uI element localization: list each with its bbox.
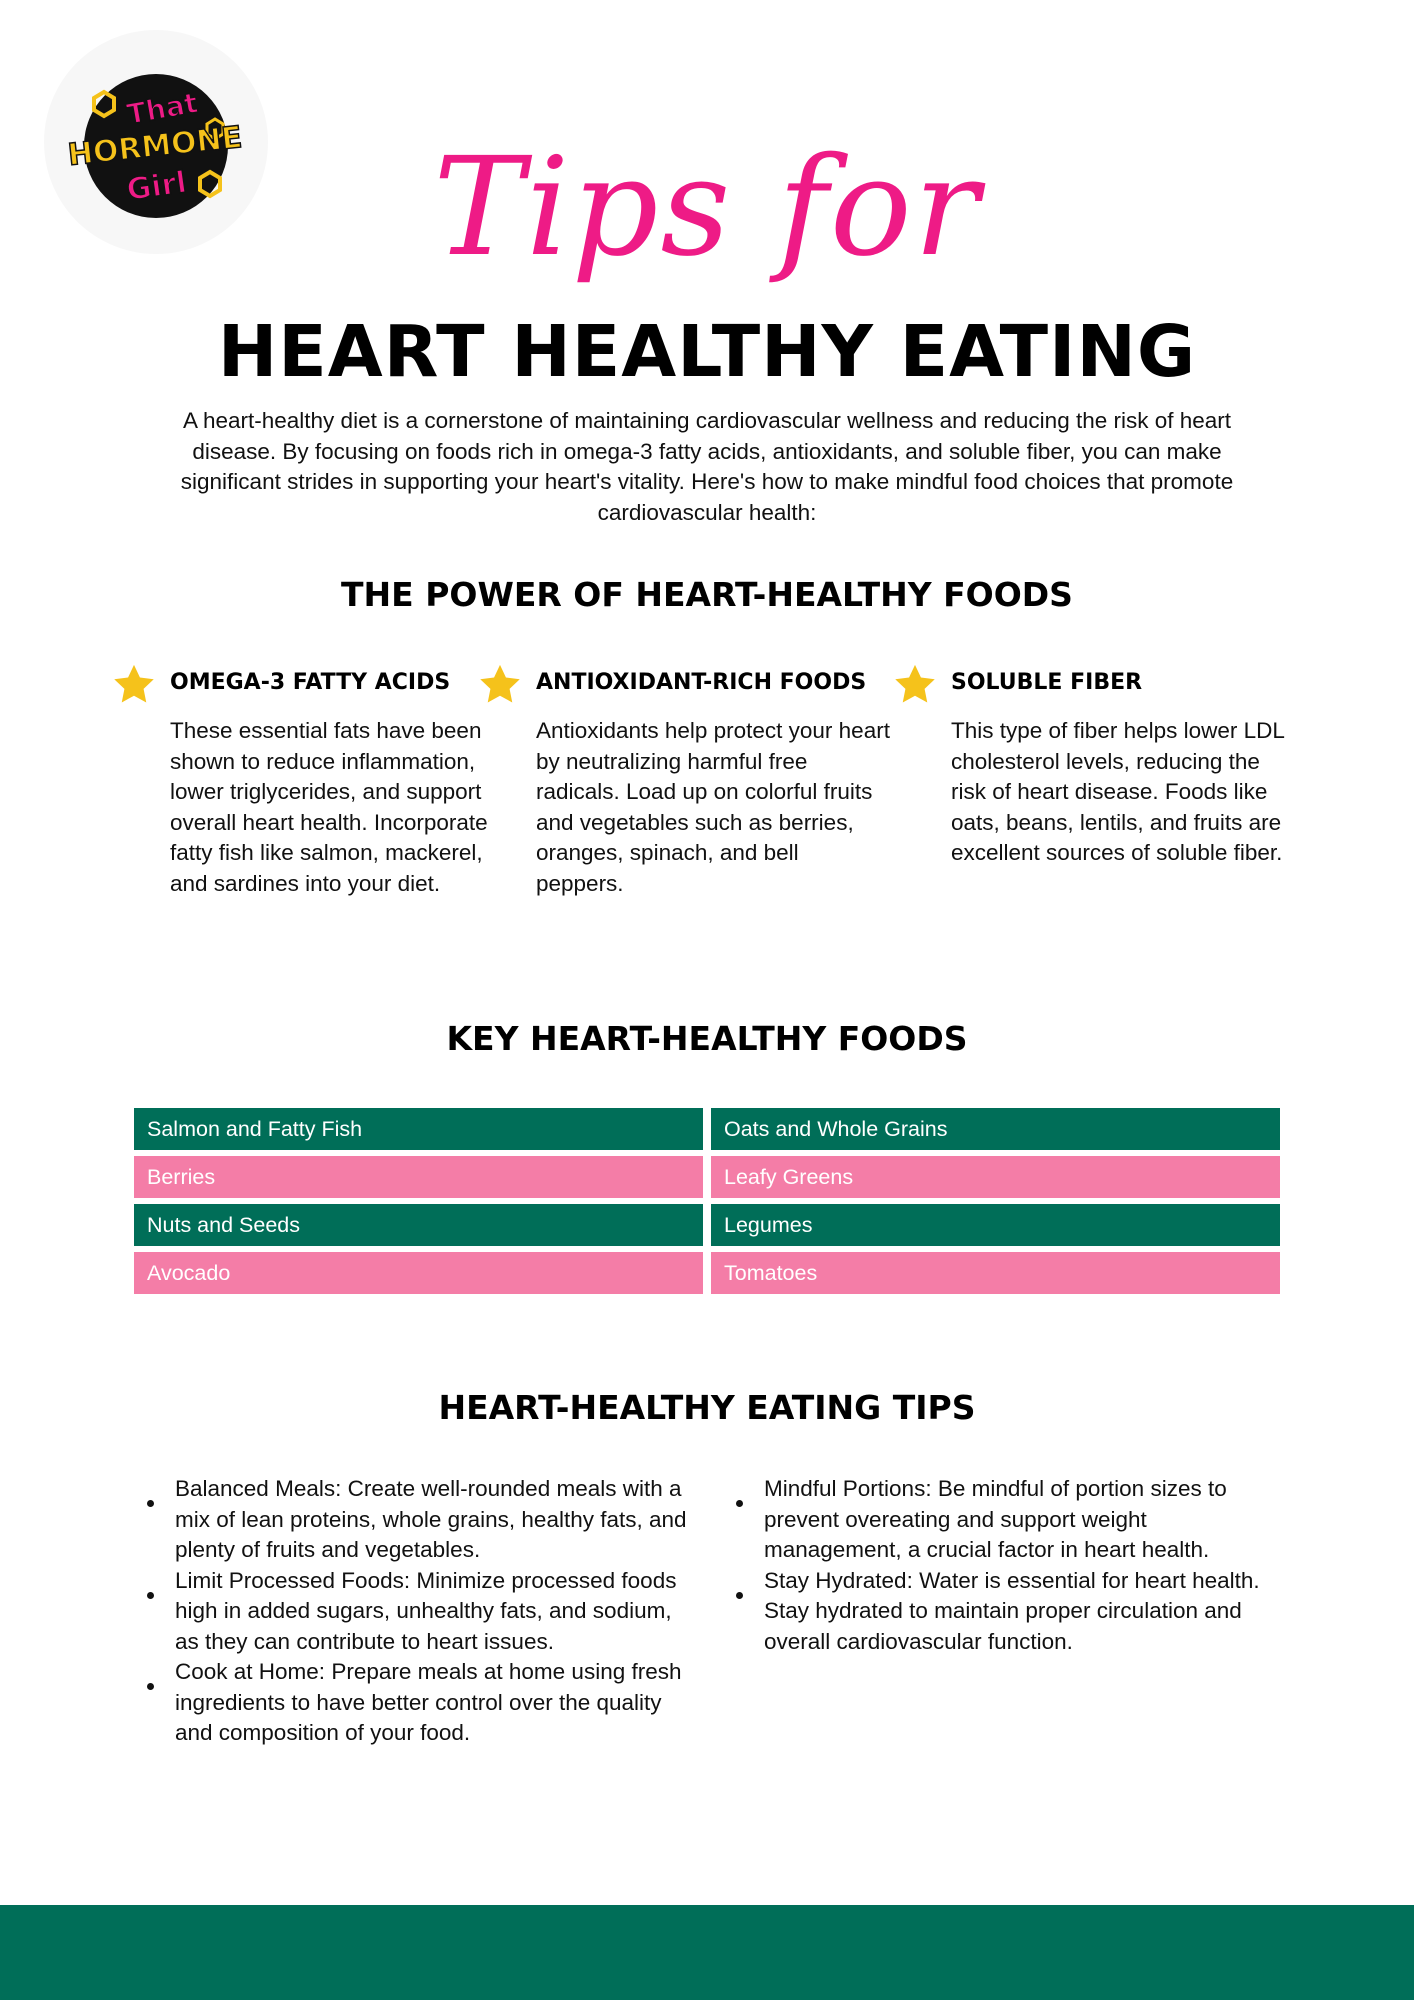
power-item-antioxidants xyxy=(536,666,891,899)
tips-heading: HEART-HEALTHY EATING TIPS xyxy=(438,1388,976,1427)
footer-bar xyxy=(0,1905,1414,2000)
list-item: Mindful Portions: Be mindful of portion sizes to prevent overeating and support weight management, a crucial factor in heart health. xyxy=(734,1474,1279,1566)
power-item-title: OMEGA-3 FATTY ACIDS xyxy=(170,670,451,695)
star-icon xyxy=(891,662,939,708)
food-cell: Leafy Greens xyxy=(711,1156,1280,1198)
script-title: Tips for xyxy=(433,129,981,287)
list-item: Balanced Meals: Create well-rounded meals with a mix of lean proteins, whole grains, healthy fats, and plenty of fruits and vegetables. xyxy=(145,1474,700,1566)
star-icon xyxy=(476,662,524,708)
power-item-body: Antioxidants help protect your heart by neutralizing harmful free radicals. Load up on colorful fruits and vegetables such as berries, oranges, spinach, and bell peppers. xyxy=(536,718,890,896)
page-title: HEART HEALTHY EATING xyxy=(217,310,1197,393)
tips-list-right xyxy=(734,1474,1279,1657)
list-item: Cook at Home: Prepare meals at home using fresh ingredients to have better control over the quality and composition of your food. xyxy=(145,1657,700,1749)
power-item-title: ANTIOXIDANT-RICH FOODS xyxy=(536,670,867,695)
power-item-body: These essential fats have been shown to reduce inflammation, lower triglycerides, and support overall heart health. Incorporate fatty fish like salmon, mackerel, and sardines into your diet. xyxy=(170,718,488,896)
logo-text-that: That xyxy=(124,86,201,132)
power-item-soluble-fiber xyxy=(951,666,1291,869)
tips-list-left xyxy=(145,1474,700,1749)
food-cell: Salmon and Fatty Fish xyxy=(134,1108,703,1150)
food-cell: Nuts and Seeds xyxy=(134,1204,703,1246)
power-item-omega3 xyxy=(170,666,505,899)
logo-text-hormone: HORMONE xyxy=(66,120,244,174)
table-row xyxy=(134,1252,1280,1294)
food-cell: Berries xyxy=(134,1156,703,1198)
table-row xyxy=(134,1156,1280,1198)
list-item: Stay Hydrated: Water is essential for heart health. Stay hydrated to maintain proper circulation and overall cardiovascular function. xyxy=(734,1566,1279,1658)
key-foods-table xyxy=(134,1108,1280,1300)
power-item-title: SOLUBLE FIBER xyxy=(951,670,1143,695)
food-cell: Oats and Whole Grains xyxy=(711,1108,1280,1150)
food-cell: Avocado xyxy=(134,1252,703,1294)
intro-paragraph: A heart-healthy diet is a cornerstone of maintaining cardiovascular wellness and reducing the risk of heart disease. By focusing on foods rich in omega-3 fatty acids, antioxidants, and soluble fiber, you can make significant strides in supporting your heart's vitality. Here's how to make mindful food choices that promote cardiovascular health: xyxy=(180,408,1234,525)
table-row xyxy=(134,1204,1280,1246)
food-cell: Legumes xyxy=(711,1204,1280,1246)
food-cell: Tomatoes xyxy=(711,1252,1280,1294)
table-row xyxy=(134,1108,1280,1150)
star-icon xyxy=(110,662,158,708)
list-item: Limit Processed Foods: Minimize processed foods high in added sugars, unhealthy fats, and sodium, as they can contribute to heart issues. xyxy=(145,1566,700,1658)
key-foods-heading: KEY HEART-HEALTHY FOODS xyxy=(446,1019,968,1058)
power-item-body: This type of fiber helps lower LDL cholesterol levels, reducing the risk of heart disease. Foods like oats, beans, lentils, and fruits are excellent sources of soluble fiber. xyxy=(951,718,1285,865)
power-section-heading: THE POWER OF HEART-HEALTHY FOODS xyxy=(341,575,1073,614)
logo-text-girl: Girl xyxy=(124,165,189,209)
